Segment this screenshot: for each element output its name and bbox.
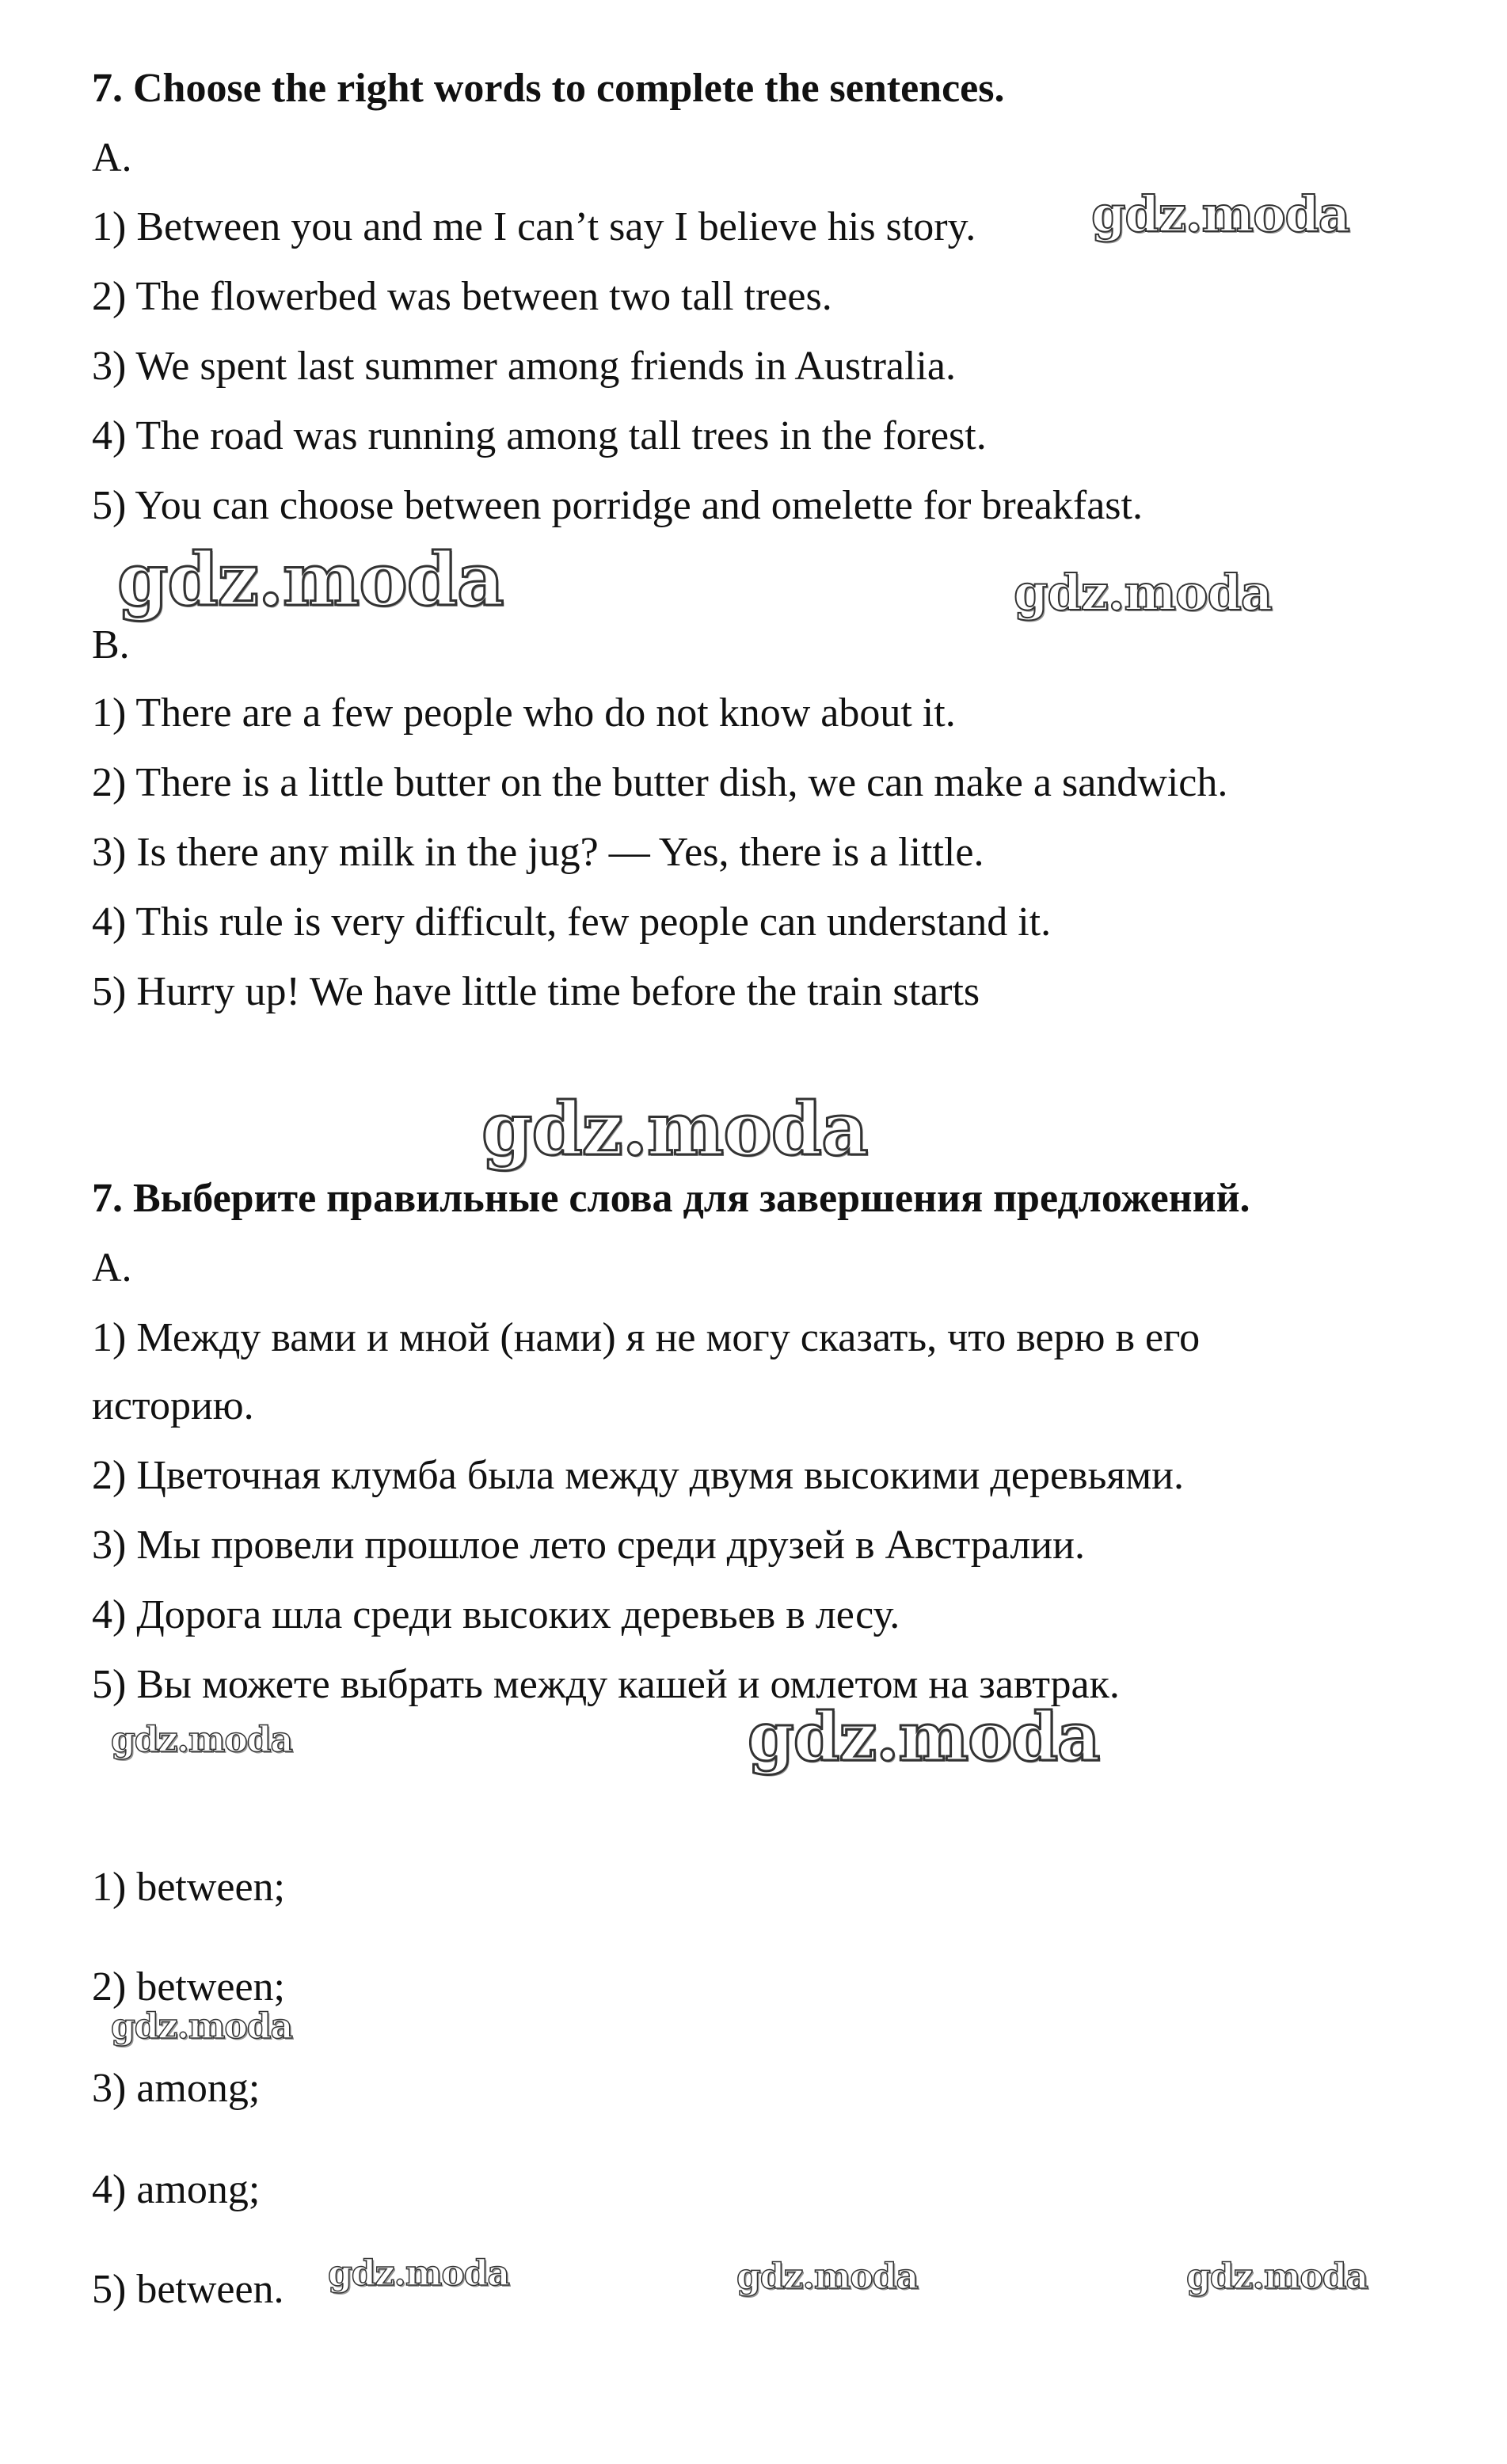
english-a-sentence: 5) You can choose between porridge and omelette for breakfast.: [92, 483, 1143, 528]
answer-item: 3) among;: [92, 2066, 261, 2111]
english-section-a-label: A.: [92, 135, 132, 181]
english-heading: 7. Choose the right words to complete the sentences.: [92, 66, 1005, 111]
english-b-sentence: 1) There are a few people who do not know about it.: [92, 690, 956, 736]
russian-heading: 7. Выберите правильные слова для завершения предложений.: [92, 1176, 1250, 1221]
watermark: gdz.moda: [736, 2257, 919, 2297]
watermark: gdz.moda: [111, 1720, 293, 1760]
english-b-sentence: 5) Hurry up! We have little time before the train starts: [92, 969, 980, 1014]
answer-item: 2) between;: [92, 1964, 286, 2010]
watermark: gdz.moda: [117, 537, 504, 622]
english-b-sentence: 2) There is a little butter on the butter dish, we can make a sandwich.: [92, 760, 1228, 805]
watermark: gdz.moda: [1014, 564, 1272, 622]
english-b-sentence: 3) Is there any milk in the jug? — Yes, there is a little.: [92, 830, 984, 875]
russian-sentence: 3) Мы провели прошлое лето среди друзей в Австралии.: [92, 1523, 1085, 1568]
english-a-sentence: 4) The road was running among tall trees in the forest.: [92, 413, 987, 458]
watermark: gdz.moda: [1091, 185, 1349, 243]
russian-section-a-label: A.: [92, 1245, 132, 1291]
watermark: gdz.moda: [328, 2253, 510, 2294]
russian-sentence-continuation: историю.: [92, 1383, 254, 1428]
answer-item: 4) among;: [92, 2167, 261, 2212]
russian-sentence: 2) Цветочная клумба была между двумя высокими деревьями.: [92, 1453, 1184, 1498]
watermark: gdz.moda: [1186, 2257, 1368, 2297]
russian-sentence: 4) Дорога шла среди высоких деревьев в лесу.: [92, 1592, 900, 1637]
answer-item: 1) between;: [92, 1865, 286, 1910]
watermark: gdz.moda: [748, 1698, 1100, 1776]
english-b-sentence: 4) This rule is very difficult, few people can understand it.: [92, 899, 1052, 945]
watermark: gdz.moda: [111, 2006, 293, 2047]
english-a-sentence: 2) The flowerbed was between two tall trees.: [92, 274, 832, 319]
english-a-sentence: 1) Between you and me I can’t say I believe his story.: [92, 204, 976, 249]
russian-sentence: 5) Вы можете выбрать между кашей и омлетом на завтрак.: [92, 1662, 1120, 1707]
russian-sentence: 1) Между вами и мной (нами) я не могу сказать, что верю в его: [92, 1315, 1201, 1360]
english-a-sentence: 3) We spent last summer among friends in Australia.: [92, 344, 956, 389]
watermark: gdz.moda: [481, 1086, 868, 1172]
answer-item: 5) between.: [92, 2267, 284, 2312]
english-section-b-label: B.: [92, 622, 130, 667]
